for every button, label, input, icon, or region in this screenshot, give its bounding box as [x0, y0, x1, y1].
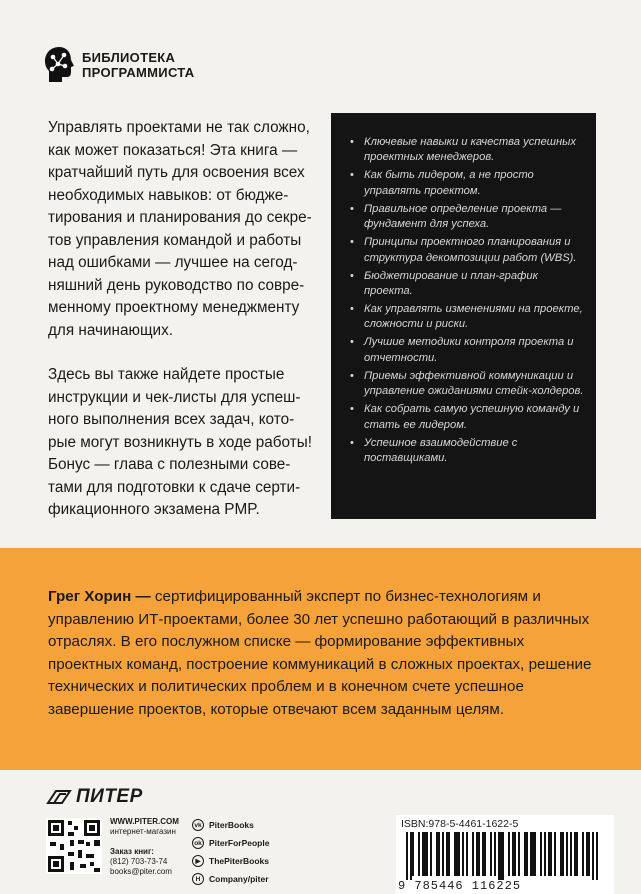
social-label: PiterBooks — [209, 820, 254, 830]
feature-item: • Как собрать самую успешную команду и стать ее лидером. — [350, 402, 584, 433]
barcode-bar — [534, 832, 536, 876]
barcode-digits: 9 785446 116225 — [398, 879, 522, 893]
social-label: ThePiterBooks — [209, 856, 269, 866]
barcode-bar — [406, 832, 408, 880]
barcode — [404, 832, 604, 880]
barcode-bar — [412, 832, 414, 876]
description-paragraph-2: Здесь вы также найдете простые инструкции и чек-листы для успеш-ного выполнения всех задач, кото-рые могут возникнуть в ходе работы! Бонус — глава с полезными сове-тами для подготовки к сдаче серти-фикационного экзамена PMP. — [48, 366, 312, 518]
brand-text — [82, 50, 194, 80]
barcode-bar — [554, 832, 556, 876]
social-link-company[interactable] — [192, 871, 269, 887]
barcode-bar — [596, 832, 598, 880]
barcode-bar — [410, 832, 412, 880]
barcode-bar — [438, 832, 440, 876]
barcode-bar — [418, 832, 420, 876]
barcode-bar — [524, 832, 526, 876]
barcode-bar — [562, 832, 564, 876]
barcode-bar — [424, 832, 426, 876]
barcode-bar — [526, 832, 528, 876]
barcode-bar — [592, 832, 594, 880]
barcode-bar — [422, 832, 424, 876]
play-icon: ▶ — [192, 855, 204, 867]
barcode-bar — [586, 832, 588, 876]
barcode-bar — [508, 832, 510, 876]
barcode-bar — [576, 832, 578, 876]
barcode-bar — [442, 832, 444, 876]
barcode-bar — [566, 832, 568, 876]
feature-item: • Как управлять изменениями на проекте, сложности и риски. — [350, 302, 584, 333]
barcode-bar — [514, 832, 516, 876]
barcode-block — [396, 815, 614, 894]
brand-logo — [44, 46, 194, 84]
social-link-piterbooks[interactable] — [192, 817, 269, 833]
author-name: Грег Хорин — — [48, 588, 151, 605]
feature-item: • Лучшие методики контроля проекта и отчетности. — [350, 335, 584, 366]
social-link-thepiterbooks[interactable] — [192, 853, 269, 869]
barcode-bar — [472, 832, 474, 876]
order-title: Заказ книг: — [110, 847, 154, 856]
feature-item: • Приемы эффективной коммуникации и управление ожиданиями стейк-холдеров. — [350, 369, 584, 400]
footer — [0, 770, 641, 894]
barcode-bar — [532, 832, 534, 876]
barcode-bar — [446, 832, 448, 876]
barcode-bar — [458, 832, 460, 876]
barcode-bar — [574, 832, 576, 876]
publisher-name: ПИТЕР — [76, 786, 143, 807]
features-box — [331, 113, 596, 519]
feature-item: • Правильное определение проекта — фундамент для успеха. — [350, 202, 584, 233]
qr-code — [46, 818, 102, 874]
barcode-bar — [448, 832, 450, 876]
barcode-bar — [426, 832, 428, 876]
barcode-bar — [498, 832, 500, 880]
people-icon: ok — [192, 837, 204, 849]
barcode-bar — [482, 832, 484, 876]
barcode-bar — [518, 832, 520, 876]
barcode-bar — [550, 832, 552, 876]
barcode-bar — [454, 832, 456, 876]
barcode-bar — [456, 832, 458, 876]
barcode-bar — [476, 832, 478, 876]
feature-item: • Как быть лидером, а не просто управлять проектом. — [350, 168, 584, 199]
social-links — [192, 817, 269, 889]
website-link[interactable]: WWW.PITER.COM — [110, 817, 179, 826]
author-bio — [48, 586, 596, 722]
website-sub: интернет-магазин — [110, 827, 176, 836]
barcode-bar — [494, 832, 496, 876]
barcode-bar — [484, 832, 486, 876]
brand-line1: БИБЛИОТЕКА — [82, 50, 176, 65]
author-band — [0, 548, 641, 770]
publisher-contacts — [110, 817, 179, 877]
barcode-bar — [588, 832, 590, 876]
barcode-bar — [436, 832, 438, 876]
feature-item: • Бюджетирование и план-график проекта. — [350, 269, 584, 300]
barcode-bar — [490, 832, 492, 876]
barcode-bar — [548, 832, 550, 876]
isbn: ISBN:978-5-4461-1622-5 — [401, 818, 519, 830]
phone: (812) 703-73-74 — [110, 857, 168, 866]
barcode-bar — [512, 832, 514, 876]
barcode-bar — [540, 832, 542, 876]
barcode-bar — [430, 832, 432, 876]
barcode-bar — [544, 832, 546, 876]
features-list — [331, 113, 596, 466]
piter-logo-icon — [46, 789, 72, 805]
vk-icon: vk — [192, 819, 204, 831]
barcode-bar — [582, 832, 584, 876]
barcode-bar — [462, 832, 464, 876]
barcode-bar — [500, 832, 502, 880]
barcode-bar — [466, 832, 468, 876]
description-paragraph-1: Управлять проектами не так сложно, как может показаться! Эта книга — кратчайший путь для освоения всех необходимых навыков: от бюдже-тирования и планирования до секре-тов управления командой и работы над ошибками — лучшее на сегод-няшний день руководство по совре-менному проектному менеджменту для начинающих. — [48, 119, 312, 339]
feature-item: • Принципы проектного планирования и структура декомпозиции работ (WBS). — [350, 235, 584, 266]
social-label: Company/piter — [209, 874, 269, 884]
feature-item: • Успешное взаимодействие с поставщиками. — [350, 436, 584, 467]
barcode-bar — [570, 832, 572, 876]
feature-item: • Ключевые навыки и качества успешных проектных менеджеров. — [350, 135, 584, 166]
barcode-bar — [560, 832, 562, 876]
social-link-piterforpeople[interactable] — [192, 835, 269, 851]
email-link[interactable]: books@piter.com — [110, 867, 172, 876]
head-logo-icon — [44, 46, 74, 84]
barcode-bar — [478, 832, 480, 876]
author-bio-text: сертифицированный эксперт по бизнес-технологиям и управлению ИТ-проектами, более 30 лет успешно работающий в различных отраслях. В его послужном списке — формирование эффективных проектных команд, построение коммуникаций в сложных проектах, решение технических и политических проблем и в конечном счете успешное завершение проектов, которые отвечают всем заданным целям. — [48, 588, 592, 718]
social-label: PiterForPeople — [209, 838, 270, 848]
brand-line2: ПРОГРАММИСТА — [82, 65, 195, 80]
barcode-bar — [530, 832, 532, 876]
book-description — [48, 117, 313, 522]
publisher-logo — [46, 786, 143, 808]
h-icon: H — [192, 873, 204, 885]
barcode-bar — [502, 832, 504, 880]
